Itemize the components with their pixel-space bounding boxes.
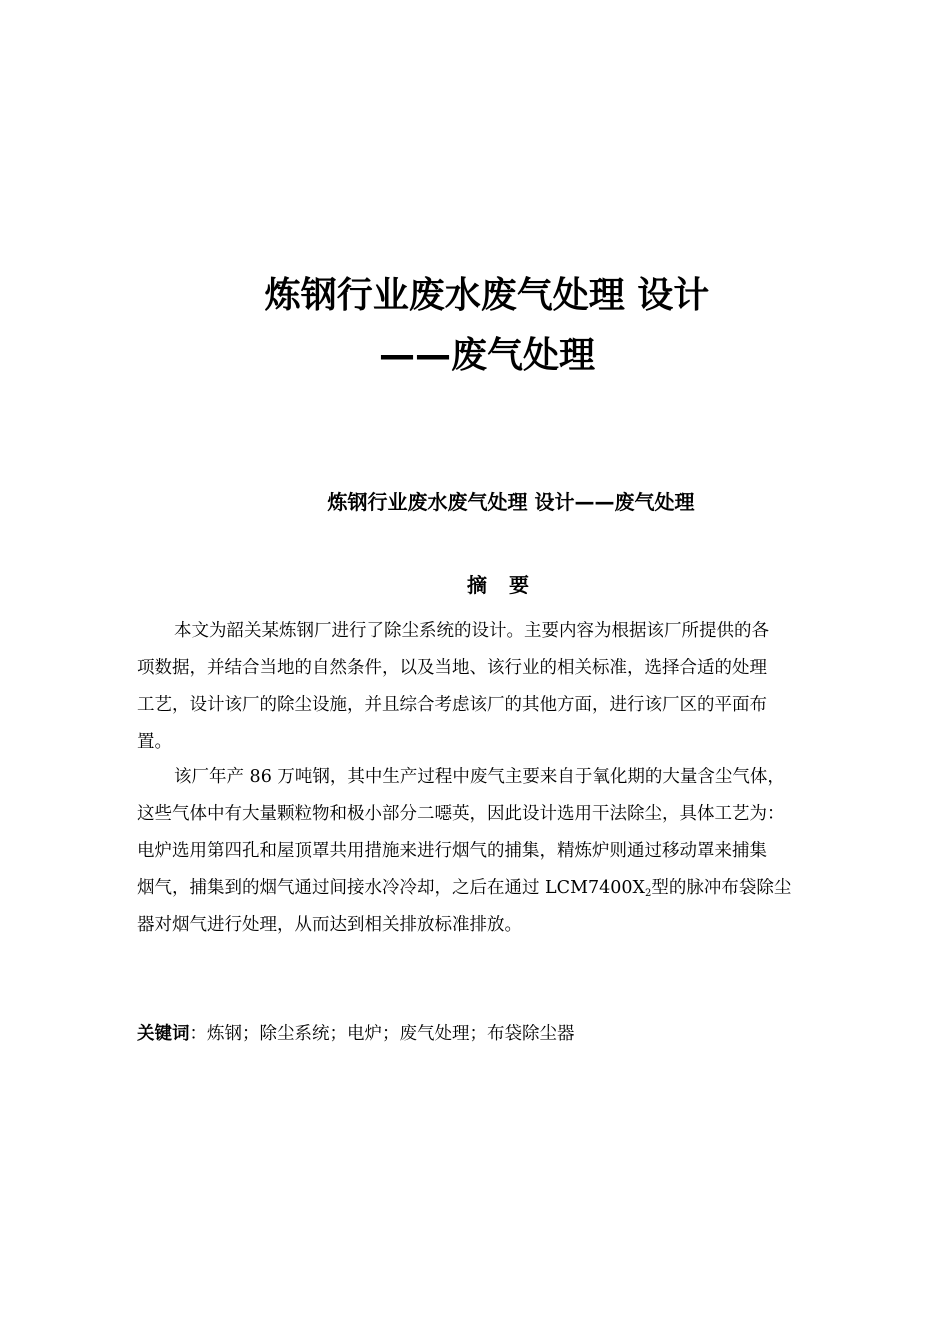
keywords-text: 炼钢；除尘系统；电炉；废气处理；布袋除尘器 [207,1024,575,1044]
paragraph-line: 项数据，并结合当地的自然条件，以及当地、该行业的相关标准，选择合适的处理 [137,658,767,678]
line-text-before: 烟气，捕集到的烟气通过间接水冷冷却，之后在通过 LCM7400X [137,878,645,898]
abstract-paragraph-2 [137,759,851,944]
subtitle: 炼钢行业废水废气处理 设计——废气处理 [327,490,695,514]
paragraph-line: 该厂年产 86 万吨钢，其中生产过程中废气主要来自于氧化期的大量含尘气体， [174,767,785,787]
keywords-colon: ： [189,1024,207,1044]
paragraph-line: 置。 [137,732,172,752]
main-title-line1: 炼钢行业废水废气处理 设计 [264,275,710,316]
keywords-label: 关键词 [137,1024,190,1044]
line-text-after: 型的脉冲布袋除尘 [651,878,792,898]
paragraph-line-with-subscript [137,870,851,907]
main-title-line2: ——废气处理 [378,335,595,376]
keywords-line [137,1016,575,1053]
abstract-heading: 摘要 [467,573,551,597]
paragraph-line: 工艺，设计该厂的除尘设施，并且综合考虑该厂的其他方面，进行该厂区的平面布 [137,695,767,715]
paragraph-line: 本文为韶关某炼钢厂进行了除尘系统的设计。主要内容为根据该厂所提供的各 [174,621,769,641]
abstract-paragraph-1 [137,613,851,761]
paragraph-line: 电炉选用第四孔和屋顶罩共用措施来进行烟气的捕集，精炼炉则通过移动罩来捕集 [137,841,767,861]
subscript-2: 2 [645,888,652,899]
paragraph-line: 这些气体中有大量颗粒物和极小部分二噁英，因此设计选用干法除尘，具体工艺为： [137,804,785,824]
paragraph-line: 器对烟气进行处理，从而达到相关排放标准排放。 [137,915,522,935]
